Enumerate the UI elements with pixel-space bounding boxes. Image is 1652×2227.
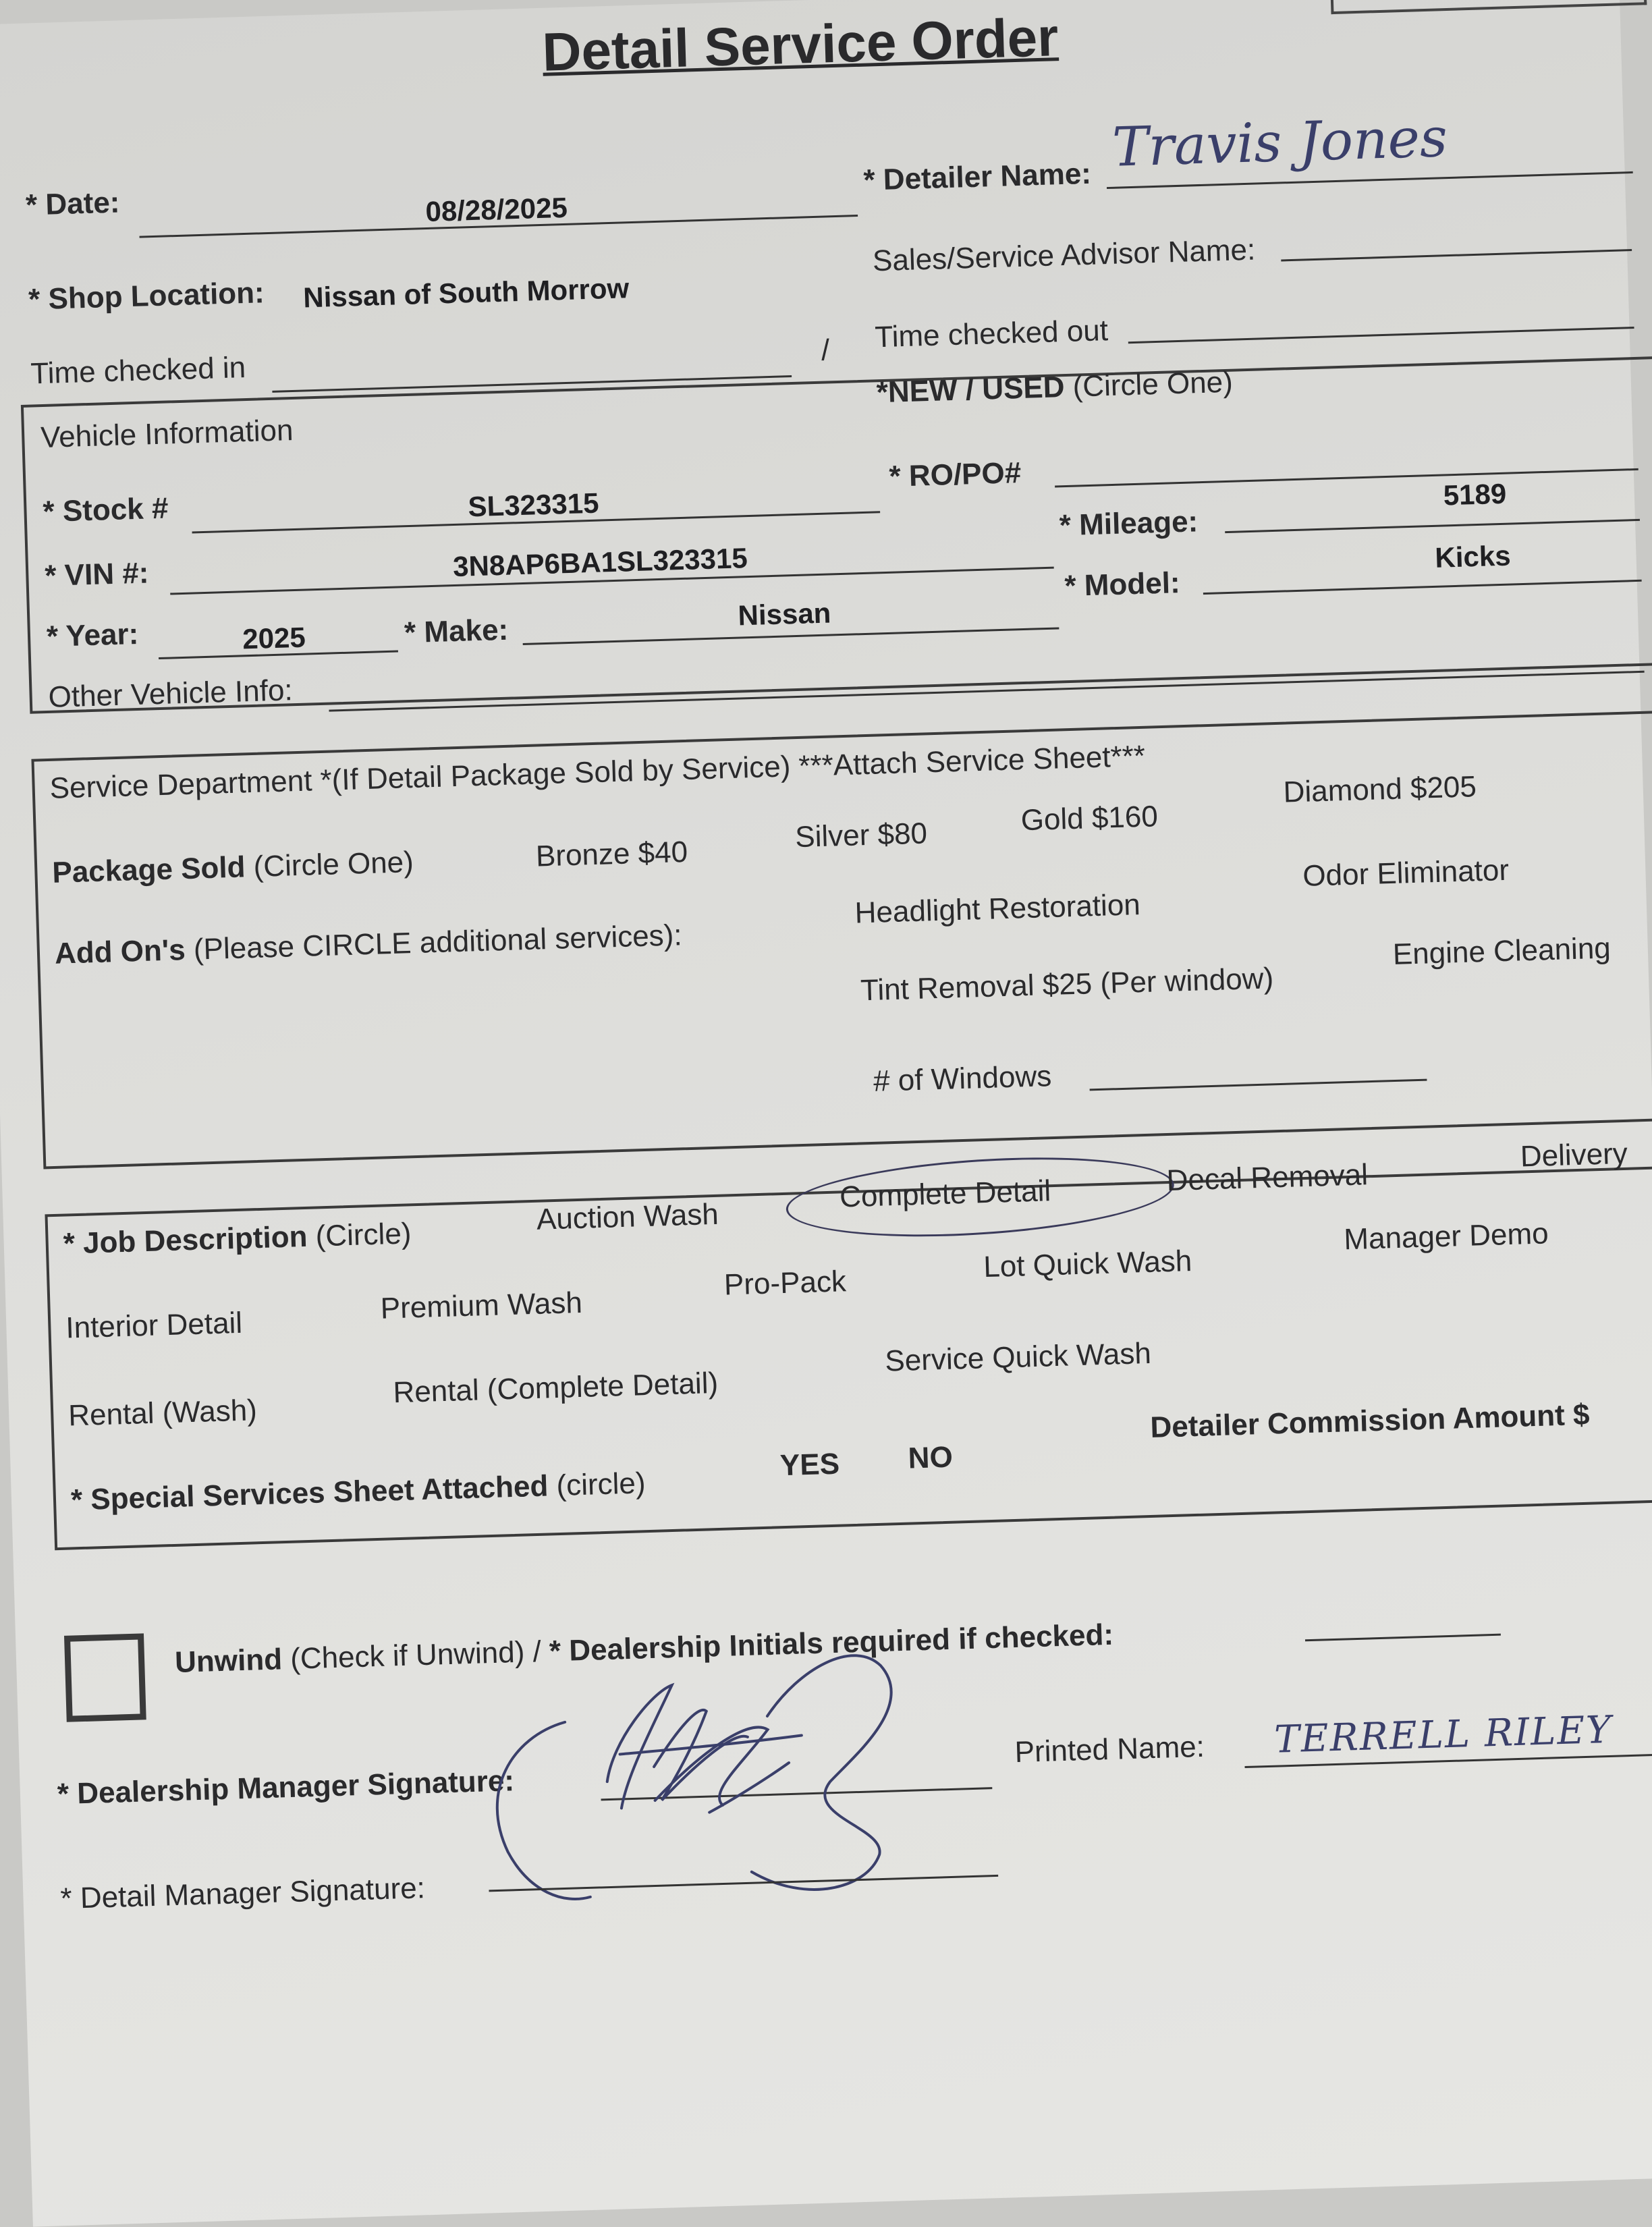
dealership-manager-signature xyxy=(447,1624,901,1921)
stock-value: SL323315 xyxy=(467,487,600,523)
job-rental-wash: Rental (Wash) xyxy=(67,1394,258,1433)
printed-name-label: Printed Name: xyxy=(1014,1730,1205,1769)
year-value: 2025 xyxy=(242,621,306,655)
job-delivery: Delivery xyxy=(1520,1136,1628,1174)
printed-name-value: TERRELL RILEY xyxy=(1273,1707,1614,1762)
make-label: * Make: xyxy=(404,613,509,650)
date-value: 08/28/2025 xyxy=(424,191,568,228)
ro-po-label: * RO/PO# xyxy=(888,456,1022,493)
addon-headlight-restoration: Headlight Restoration xyxy=(854,888,1141,930)
addon-odor-eliminator: Odor Eliminator xyxy=(1302,853,1510,893)
dealership-initials-label: * Dealership Initials required if checked: xyxy=(549,1618,1114,1668)
job-rental-complete-detail: Rental (Complete Detail) xyxy=(392,1366,719,1410)
special-services-hint: (circle) xyxy=(555,1466,646,1503)
unwind-checkbox xyxy=(64,1633,146,1722)
job-description-label: * Job Description xyxy=(63,1219,308,1261)
time-out-line xyxy=(1128,327,1634,343)
detail-manager-signature-label: * Detail Manager Signature: xyxy=(59,1871,426,1916)
addon-engine-cleaning: Engine Cleaning xyxy=(1392,931,1612,971)
advisor-name-line xyxy=(1281,249,1632,261)
package-gold: Gold $160 xyxy=(1020,800,1159,837)
service-department-heading: Service Department *(If Detail Package Sold by Service) ***Attach Service Sheet*** xyxy=(49,739,1146,805)
vehicle-info-box xyxy=(21,356,1652,714)
job-decal-removal: Decal Removal xyxy=(1165,1158,1369,1198)
model-label: * Model: xyxy=(1064,566,1181,603)
unwind-hint: (Check if Unwind) / xyxy=(290,1634,542,1676)
model-value: Kicks xyxy=(1434,539,1512,574)
date-label: * Date: xyxy=(25,186,121,222)
package-diamond: Diamond $205 xyxy=(1282,770,1477,809)
new-used-hint: (Circle One) xyxy=(1072,365,1234,404)
detailer-name-value: Travis Jones xyxy=(1111,106,1449,179)
advisor-name-label: Sales/Service Advisor Name: xyxy=(872,233,1256,278)
job-auction-wash: Auction Wash xyxy=(536,1197,719,1236)
dealership-manager-signature-label: * Dealership Manager Signature: xyxy=(57,1764,515,1811)
job-complete-detail: Complete Detail xyxy=(839,1174,1051,1214)
job-pro-pack: Pro-Pack xyxy=(723,1265,847,1302)
unwind-label: Unwind xyxy=(174,1643,283,1679)
job-interior-detail: Interior Detail xyxy=(65,1306,243,1345)
dealership-initials-line xyxy=(1305,1634,1501,1642)
mileage-value: 5189 xyxy=(1443,477,1507,512)
job-description-hint: (Circle) xyxy=(314,1217,412,1253)
year-label: * Year: xyxy=(46,617,139,653)
shop-location-label: * Shop Location: xyxy=(28,276,265,317)
add-ons-hint: (Please CIRCLE additional services): xyxy=(193,918,683,966)
package-sold-hint: (Circle One) xyxy=(252,845,414,884)
package-bronze: Bronze $40 xyxy=(535,835,688,873)
package-silver: Silver $80 xyxy=(794,817,928,854)
page-title: Detail Service Order xyxy=(541,7,1059,82)
windows-count-label: # of Windows xyxy=(873,1060,1052,1098)
time-out-label: Time checked out xyxy=(874,314,1109,354)
vin-label: * VIN #: xyxy=(44,556,150,593)
vin-value: 3N8AP6BA1SL323315 xyxy=(452,542,748,583)
job-premium-wash: Premium Wash xyxy=(380,1286,583,1325)
special-services-yes: YES xyxy=(779,1447,840,1483)
special-services-label: * Special Services Sheet Attached xyxy=(70,1469,549,1517)
vehicle-info-heading: Vehicle Information xyxy=(40,413,294,455)
new-used-label: *NEW / USED xyxy=(876,370,1066,410)
stock-label: * Stock # xyxy=(42,491,169,529)
package-sold-label: Package Sold xyxy=(51,850,246,889)
time-slash: / xyxy=(821,333,830,367)
add-ons-label: Add On's xyxy=(54,933,186,970)
corner-box xyxy=(1330,0,1647,14)
job-lot-quick-wash: Lot Quick Wash xyxy=(983,1244,1192,1284)
other-vehicle-info-label: Other Vehicle Info: xyxy=(48,673,294,714)
shop-location-value: Nissan of South Morrow xyxy=(302,272,630,314)
job-service-quick-wash: Service Quick Wash xyxy=(884,1336,1152,1378)
make-value: Nissan xyxy=(737,597,831,632)
detailer-name-label: * Detailer Name: xyxy=(862,157,1092,197)
detailer-commission-label: Detailer Commission Amount $ xyxy=(1149,1398,1591,1444)
special-services-no: NO xyxy=(908,1440,954,1475)
mileage-label: * Mileage: xyxy=(1059,505,1199,543)
addon-tint-removal: Tint Removal $25 (Per window) xyxy=(860,962,1274,1008)
time-in-label: Time checked in xyxy=(30,351,246,391)
job-manager-demo: Manager Demo xyxy=(1343,1217,1549,1257)
